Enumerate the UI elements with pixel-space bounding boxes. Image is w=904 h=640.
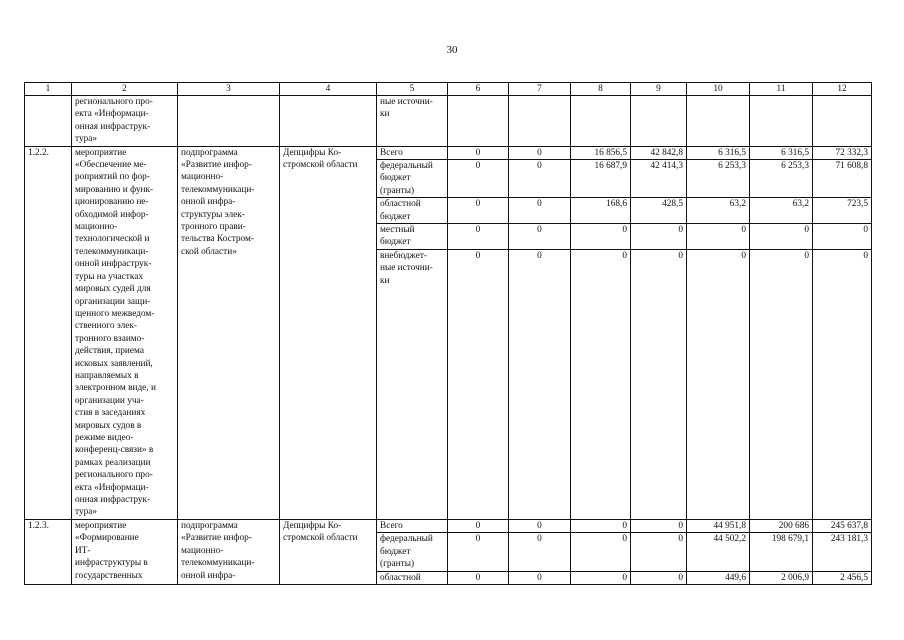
header-cell: 10 xyxy=(687,83,750,96)
value-cell: 0 xyxy=(571,571,631,584)
value-cell: 71 608,8 xyxy=(813,160,872,198)
value-cell: 0 xyxy=(448,146,509,159)
event-description: мероприятие «Обеспечение ме- роприятий по фор- мированию и функ- ционированию не- обходимой инфор- мационно- технологической и телекоммуникаци- онной инфраструк- туры на участках мировых судей для организации защи- щенного межведом- ственного элек- тронного взаимо- действия, приема исковых заявлений, направляемых в электронном виде, и организации уча- стия в заседаниях мировых судов в режиме видео- конференц-связи» в рамках реализации регионального про- екта «Информаци- онная инфраструк- тура» xyxy=(72,146,178,519)
header-cell: 11 xyxy=(750,83,813,96)
empty-cell xyxy=(178,96,280,147)
value-cell: 243 181,3 xyxy=(813,533,872,571)
value-cell: 0 xyxy=(448,198,509,224)
subprogram-name: подпрограмма «Развитие инфор- мационно- телекоммуникаци- онной инфра- xyxy=(178,519,280,584)
value-cell: 42 842,8 xyxy=(631,146,687,159)
value-cell: 0 xyxy=(631,224,687,250)
empty-cell xyxy=(25,96,72,147)
event-description: мероприятие «Формирование ИТ- инфраструктуры в государственных xyxy=(72,519,178,584)
value-cell: 0 xyxy=(509,533,571,571)
header-cell: 9 xyxy=(631,83,687,96)
funding-source: федеральный бюджет (гранты) xyxy=(377,533,448,571)
funding-row xyxy=(25,146,872,159)
funding-source: внебюджет- ные источни- ки xyxy=(377,249,448,519)
value-cell: 168,6 xyxy=(571,198,631,224)
funding-source: Всего xyxy=(377,519,448,532)
value-cell: 0 xyxy=(631,249,687,519)
item-number: 1.2.2. xyxy=(25,146,72,519)
value-cell: 245 637,8 xyxy=(813,519,872,532)
value-cell: 42 414,3 xyxy=(631,160,687,198)
value-cell: 0 xyxy=(750,224,813,250)
value-cell: 0 xyxy=(448,519,509,532)
header-cell: 2 xyxy=(72,83,178,96)
value-cell: 63,2 xyxy=(687,198,750,224)
value-cell: 2 006,9 xyxy=(750,571,813,584)
value-cell: 0 xyxy=(448,249,509,519)
value-cell: 0 xyxy=(631,519,687,532)
value-cell: 449,6 xyxy=(687,571,750,584)
value-cell: 0 xyxy=(687,224,750,250)
header-cell: 7 xyxy=(509,83,571,96)
value-cell: 0 xyxy=(571,533,631,571)
value-cell: 44 951,8 xyxy=(687,519,750,532)
empty-cell xyxy=(448,96,509,147)
executor-name: Депцифры Ко- стромской области xyxy=(280,519,377,584)
header-cell: 1 xyxy=(25,83,72,96)
empty-cell xyxy=(509,96,571,147)
empty-cell xyxy=(280,96,377,147)
value-cell: 0 xyxy=(509,224,571,250)
value-cell: 2 456,5 xyxy=(813,571,872,584)
value-cell: 0 xyxy=(571,249,631,519)
value-cell: 6 316,5 xyxy=(750,146,813,159)
value-cell: 200 686 xyxy=(750,519,813,532)
empty-cell xyxy=(687,96,750,147)
header-cell: 5 xyxy=(377,83,448,96)
funding-source: областной xyxy=(377,571,448,584)
funding-source: местный бюджет xyxy=(377,224,448,250)
empty-cell xyxy=(631,96,687,147)
executor-name: Депцифры Ко- стромской области xyxy=(280,146,377,519)
header-cell: 12 xyxy=(813,83,872,96)
value-cell: 6 253,3 xyxy=(687,160,750,198)
subprogram-name: подпрограмма «Развитие инфор- мационно- телекоммуникаци- онной инфра- структуры элек- тронного прави- тельства Костром- ской области» xyxy=(178,146,280,519)
funding-source: федеральный бюджет (гранты) xyxy=(377,160,448,198)
value-cell: 0 xyxy=(448,160,509,198)
item-number: 1.2.3. xyxy=(25,519,72,584)
funding-source-tail: ные источни- ки xyxy=(377,96,448,147)
header-row xyxy=(25,83,872,96)
value-cell: 0 xyxy=(571,519,631,532)
value-cell: 44 502,2 xyxy=(687,533,750,571)
value-cell: 0 xyxy=(509,160,571,198)
value-cell: 6 316,5 xyxy=(687,146,750,159)
value-cell: 6 253,3 xyxy=(750,160,813,198)
value-cell: 0 xyxy=(687,249,750,519)
value-cell: 63,2 xyxy=(750,198,813,224)
value-cell: 0 xyxy=(448,533,509,571)
value-cell: 0 xyxy=(509,519,571,532)
funding-source: областной бюджет xyxy=(377,198,448,224)
value-cell: 72 332,3 xyxy=(813,146,872,159)
value-cell: 0 xyxy=(571,224,631,250)
value-cell: 0 xyxy=(509,146,571,159)
empty-cell xyxy=(750,96,813,147)
value-cell: 0 xyxy=(750,249,813,519)
event-description-tail: регионального про- екта «Информаци- онная инфраструк- тура» xyxy=(72,96,178,147)
value-cell: 0 xyxy=(509,198,571,224)
value-cell: 428,5 xyxy=(631,198,687,224)
value-cell: 0 xyxy=(631,571,687,584)
funding-source: Всего xyxy=(377,146,448,159)
value-cell: 198 679,1 xyxy=(750,533,813,571)
value-cell: 16 687,9 xyxy=(571,160,631,198)
value-cell: 723,5 xyxy=(813,198,872,224)
header-cell: 8 xyxy=(571,83,631,96)
value-cell: 0 xyxy=(631,533,687,571)
value-cell: 0 xyxy=(813,249,872,519)
value-cell: 0 xyxy=(509,249,571,519)
page-number: 30 xyxy=(446,44,458,56)
funding-row xyxy=(25,519,872,532)
value-cell: 0 xyxy=(813,224,872,250)
header-cell: 6 xyxy=(448,83,509,96)
value-cell: 0 xyxy=(448,224,509,250)
value-cell: 16 856,5 xyxy=(571,146,631,159)
value-cell: 0 xyxy=(448,571,509,584)
header-cell: 3 xyxy=(178,83,280,96)
empty-cell xyxy=(813,96,872,147)
empty-cell xyxy=(571,96,631,147)
value-cell: 0 xyxy=(509,571,571,584)
program-table xyxy=(24,82,872,585)
continuation-row xyxy=(25,96,872,147)
header-cell: 4 xyxy=(280,83,377,96)
